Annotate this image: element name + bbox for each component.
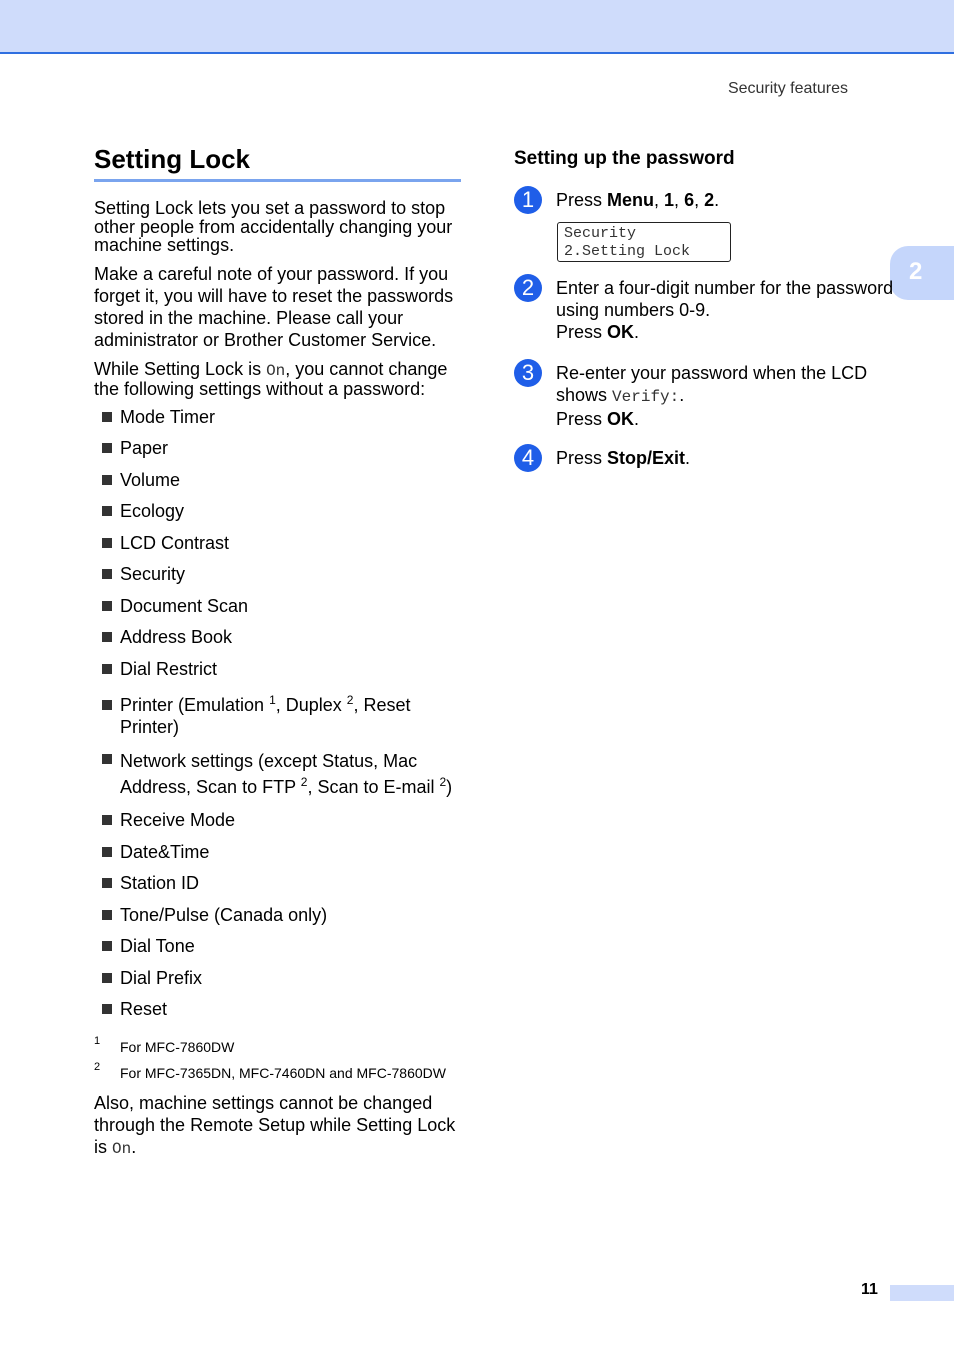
list-item: Reset (94, 998, 464, 1020)
step-text (556, 189, 896, 211)
chapter-number: 2 (909, 258, 923, 285)
while-text: While Setting Lock is (94, 358, 267, 379)
header-band (0, 0, 954, 54)
key: 2 (704, 190, 715, 210)
footnote-ref: 1 (269, 692, 276, 707)
printer-text: , Reset Printer) (120, 694, 411, 737)
printer-text: Printer (Emulation (120, 694, 270, 715)
list-item: Document Scan (94, 595, 464, 617)
on-value: On (266, 361, 286, 380)
press-line (556, 321, 896, 343)
list-item: Dial Prefix (94, 967, 464, 989)
left-column (94, 144, 464, 1160)
footnote (94, 1035, 464, 1056)
running-head: Security features (727, 80, 848, 97)
lcd-verify: Verify: (612, 388, 680, 406)
on-value: On (112, 1140, 132, 1158)
list-item: Volume (94, 469, 464, 491)
text: Press (556, 409, 608, 429)
chapter-tab (890, 246, 954, 300)
text: . (714, 190, 720, 210)
also-paragraph (94, 1092, 464, 1160)
list-item: Date&Time (94, 841, 464, 863)
list-item-printer (94, 694, 464, 738)
footnote-number: 1 (94, 1035, 101, 1047)
subsection-title: Setting up the password (514, 148, 735, 169)
text: , (654, 190, 665, 210)
step-number: 2 (514, 274, 542, 302)
also-text: Also, machine settings cannot be changed through the Remote Setup while Setting Lock is (94, 1093, 456, 1157)
section-title: Setting Lock (94, 144, 461, 182)
step-text (556, 447, 896, 469)
locked-settings-list (94, 406, 464, 1021)
key-ok: OK (607, 322, 635, 342)
while-text-end: , you cannot change the following settings without a password: (94, 358, 448, 399)
text: . (634, 322, 640, 342)
lcd-line-1: Security (564, 225, 637, 242)
text: . (685, 448, 691, 468)
text-line (556, 362, 896, 408)
step-number: 3 (514, 359, 542, 387)
text: . (634, 409, 640, 429)
key: 6 (684, 190, 695, 210)
footnote-number: 2 (94, 1061, 101, 1073)
list-item: Receive Mode (94, 809, 464, 831)
list-item: LCD Contrast (94, 532, 464, 554)
list-item: Mode Timer (94, 406, 464, 428)
press-line (556, 408, 896, 430)
key-menu: Menu (607, 190, 655, 210)
also-text-end: . (131, 1137, 137, 1157)
footnote-ref: 2 (346, 692, 354, 707)
text: Press (556, 322, 608, 342)
text: , (694, 190, 705, 210)
step-text (556, 362, 896, 430)
list-item-network (94, 748, 464, 800)
list-item: Dial Restrict (94, 658, 464, 680)
text: , (674, 190, 685, 210)
list-item: Paper (94, 437, 464, 459)
right-column (514, 148, 894, 470)
step-number: 1 (514, 186, 542, 214)
text: Enter a four-digit number for the password using numbers 0-9. (556, 278, 894, 320)
network-text: ) (446, 776, 453, 797)
list-item: Security (94, 563, 464, 585)
lcd-line-2: 2.Setting Lock (564, 243, 691, 260)
footnote-text: For MFC-7365DN, MFC-7460DN and MFC-7860DW (120, 1065, 446, 1081)
page-number: 11 (861, 1281, 878, 1298)
lcd-display (557, 222, 731, 262)
footnote-text: For MFC-7860DW (120, 1039, 235, 1055)
intro-paragraph: Setting Lock lets you set a password to stop other people from accidentally changing your machine settings. (94, 198, 453, 255)
printer-text: , Duplex (275, 694, 347, 715)
network-text: , Scan to E-mail (307, 776, 440, 797)
list-item: Ecology (94, 500, 464, 522)
network-text: Network settings (except Status, Mac Address, Scan to FTP (120, 750, 418, 797)
list-item: Station ID (94, 872, 464, 894)
text: Re-enter your password when the LCD shows (556, 363, 868, 405)
key-ok: OK (607, 409, 635, 429)
note-paragraph: Make a careful note of your password. If you forget it, you will have to reset the passwords stored in the machine. Please call your administrator or Brother Customer Service. (94, 263, 454, 350)
step-number: 4 (514, 444, 542, 472)
while-paragraph (94, 360, 464, 399)
footer-bar (890, 1285, 954, 1301)
footnote (94, 1061, 464, 1082)
footnote-ref: 2 (300, 774, 308, 789)
text: . (679, 385, 685, 405)
list-item: Tone/Pulse (Canada only) (94, 904, 464, 926)
step-text (556, 277, 896, 343)
text: Press (556, 190, 608, 210)
list-item: Address Book (94, 626, 464, 648)
text: Press (556, 448, 608, 468)
key: 1 (664, 190, 675, 210)
footnote-ref: 2 (439, 774, 447, 789)
list-item: Dial Tone (94, 935, 464, 957)
key-stop-exit: Stop/Exit (607, 448, 686, 468)
